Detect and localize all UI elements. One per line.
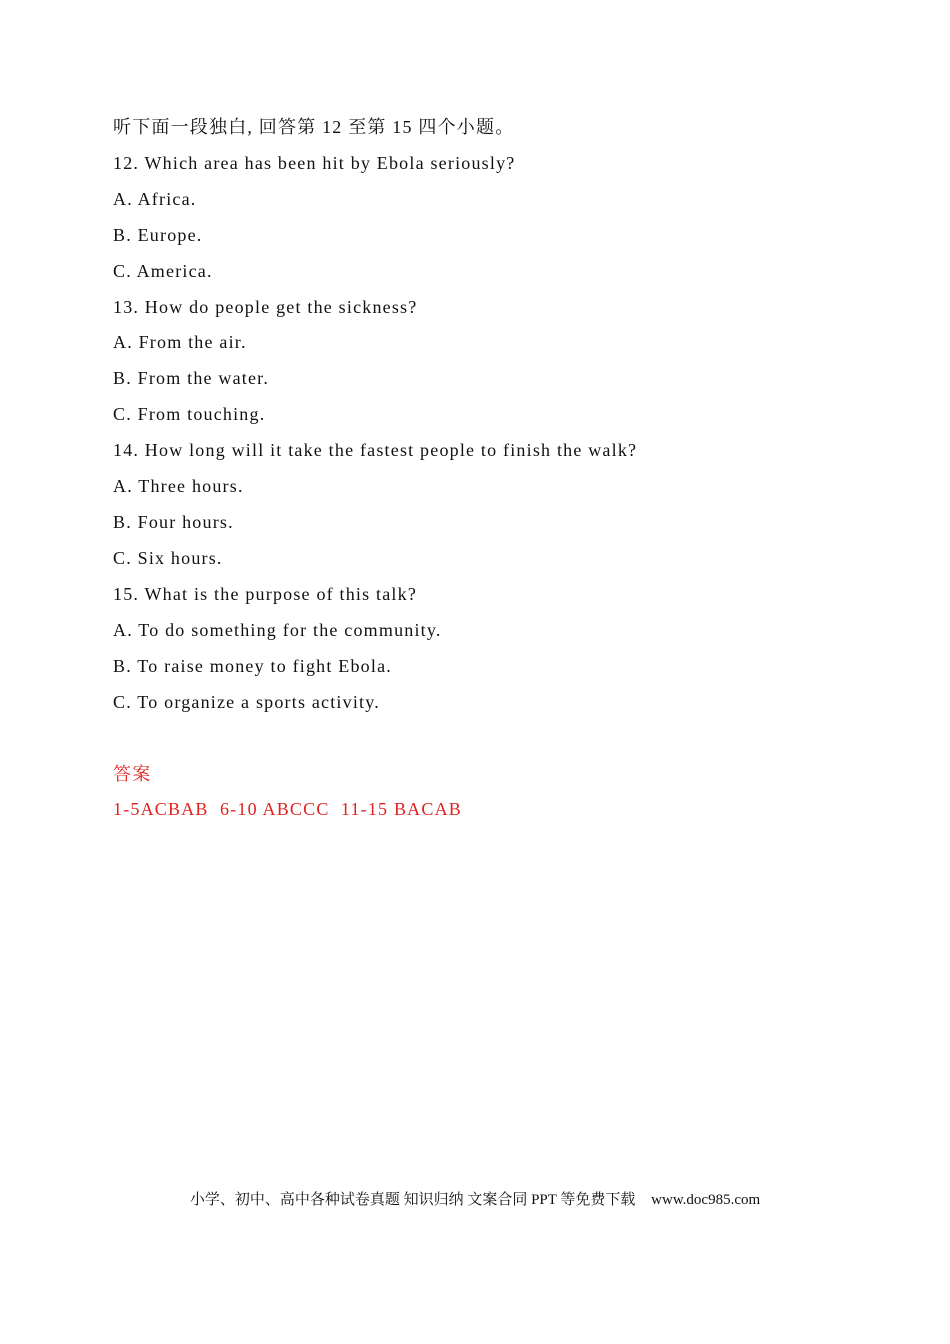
question-stem: 14. How long will it take the fastest people to finish the walk? — [113, 440, 638, 460]
option-b: B. From the water. — [113, 368, 270, 388]
page-footer — [0, 1190, 950, 1210]
option-c: C. America. — [113, 261, 213, 281]
question-stem: 12. Which area has been hit by Ebola seriously? — [113, 153, 516, 173]
option-b: B. Four hours. — [113, 512, 234, 532]
option-a: A. Three hours. — [113, 476, 244, 496]
question-stem: 15. What is the purpose of this talk? — [113, 584, 418, 604]
option-c: C. To organize a sports activity. — [113, 692, 380, 712]
answer-key: 1-5ACBAB 6-10 ABCCC 11-15 BACAB — [113, 799, 462, 819]
option-c: C. Six hours. — [113, 548, 223, 568]
option-b: B. To raise money to fight Ebola. — [113, 656, 392, 676]
footer-url: www.doc985.com — [651, 1192, 761, 1208]
option-a: A. To do something for the community. — [113, 620, 442, 640]
option-a: A. Africa. — [113, 189, 197, 209]
option-b: B. Europe. — [113, 225, 203, 245]
option-c: C. From touching. — [113, 404, 266, 424]
answer-heading: 答案 — [113, 764, 152, 784]
footer-text: 小学、初中、高中各种试卷真题 知识归纳 文案合同 PPT 等免费下载 — [189, 1192, 636, 1208]
section-intro: 听下面一段独白, 回答第 12 至第 15 四个小题。 — [113, 117, 515, 137]
option-a: A. From the air. — [113, 332, 247, 352]
question-stem: 13. How do people get the sickness? — [113, 297, 418, 317]
